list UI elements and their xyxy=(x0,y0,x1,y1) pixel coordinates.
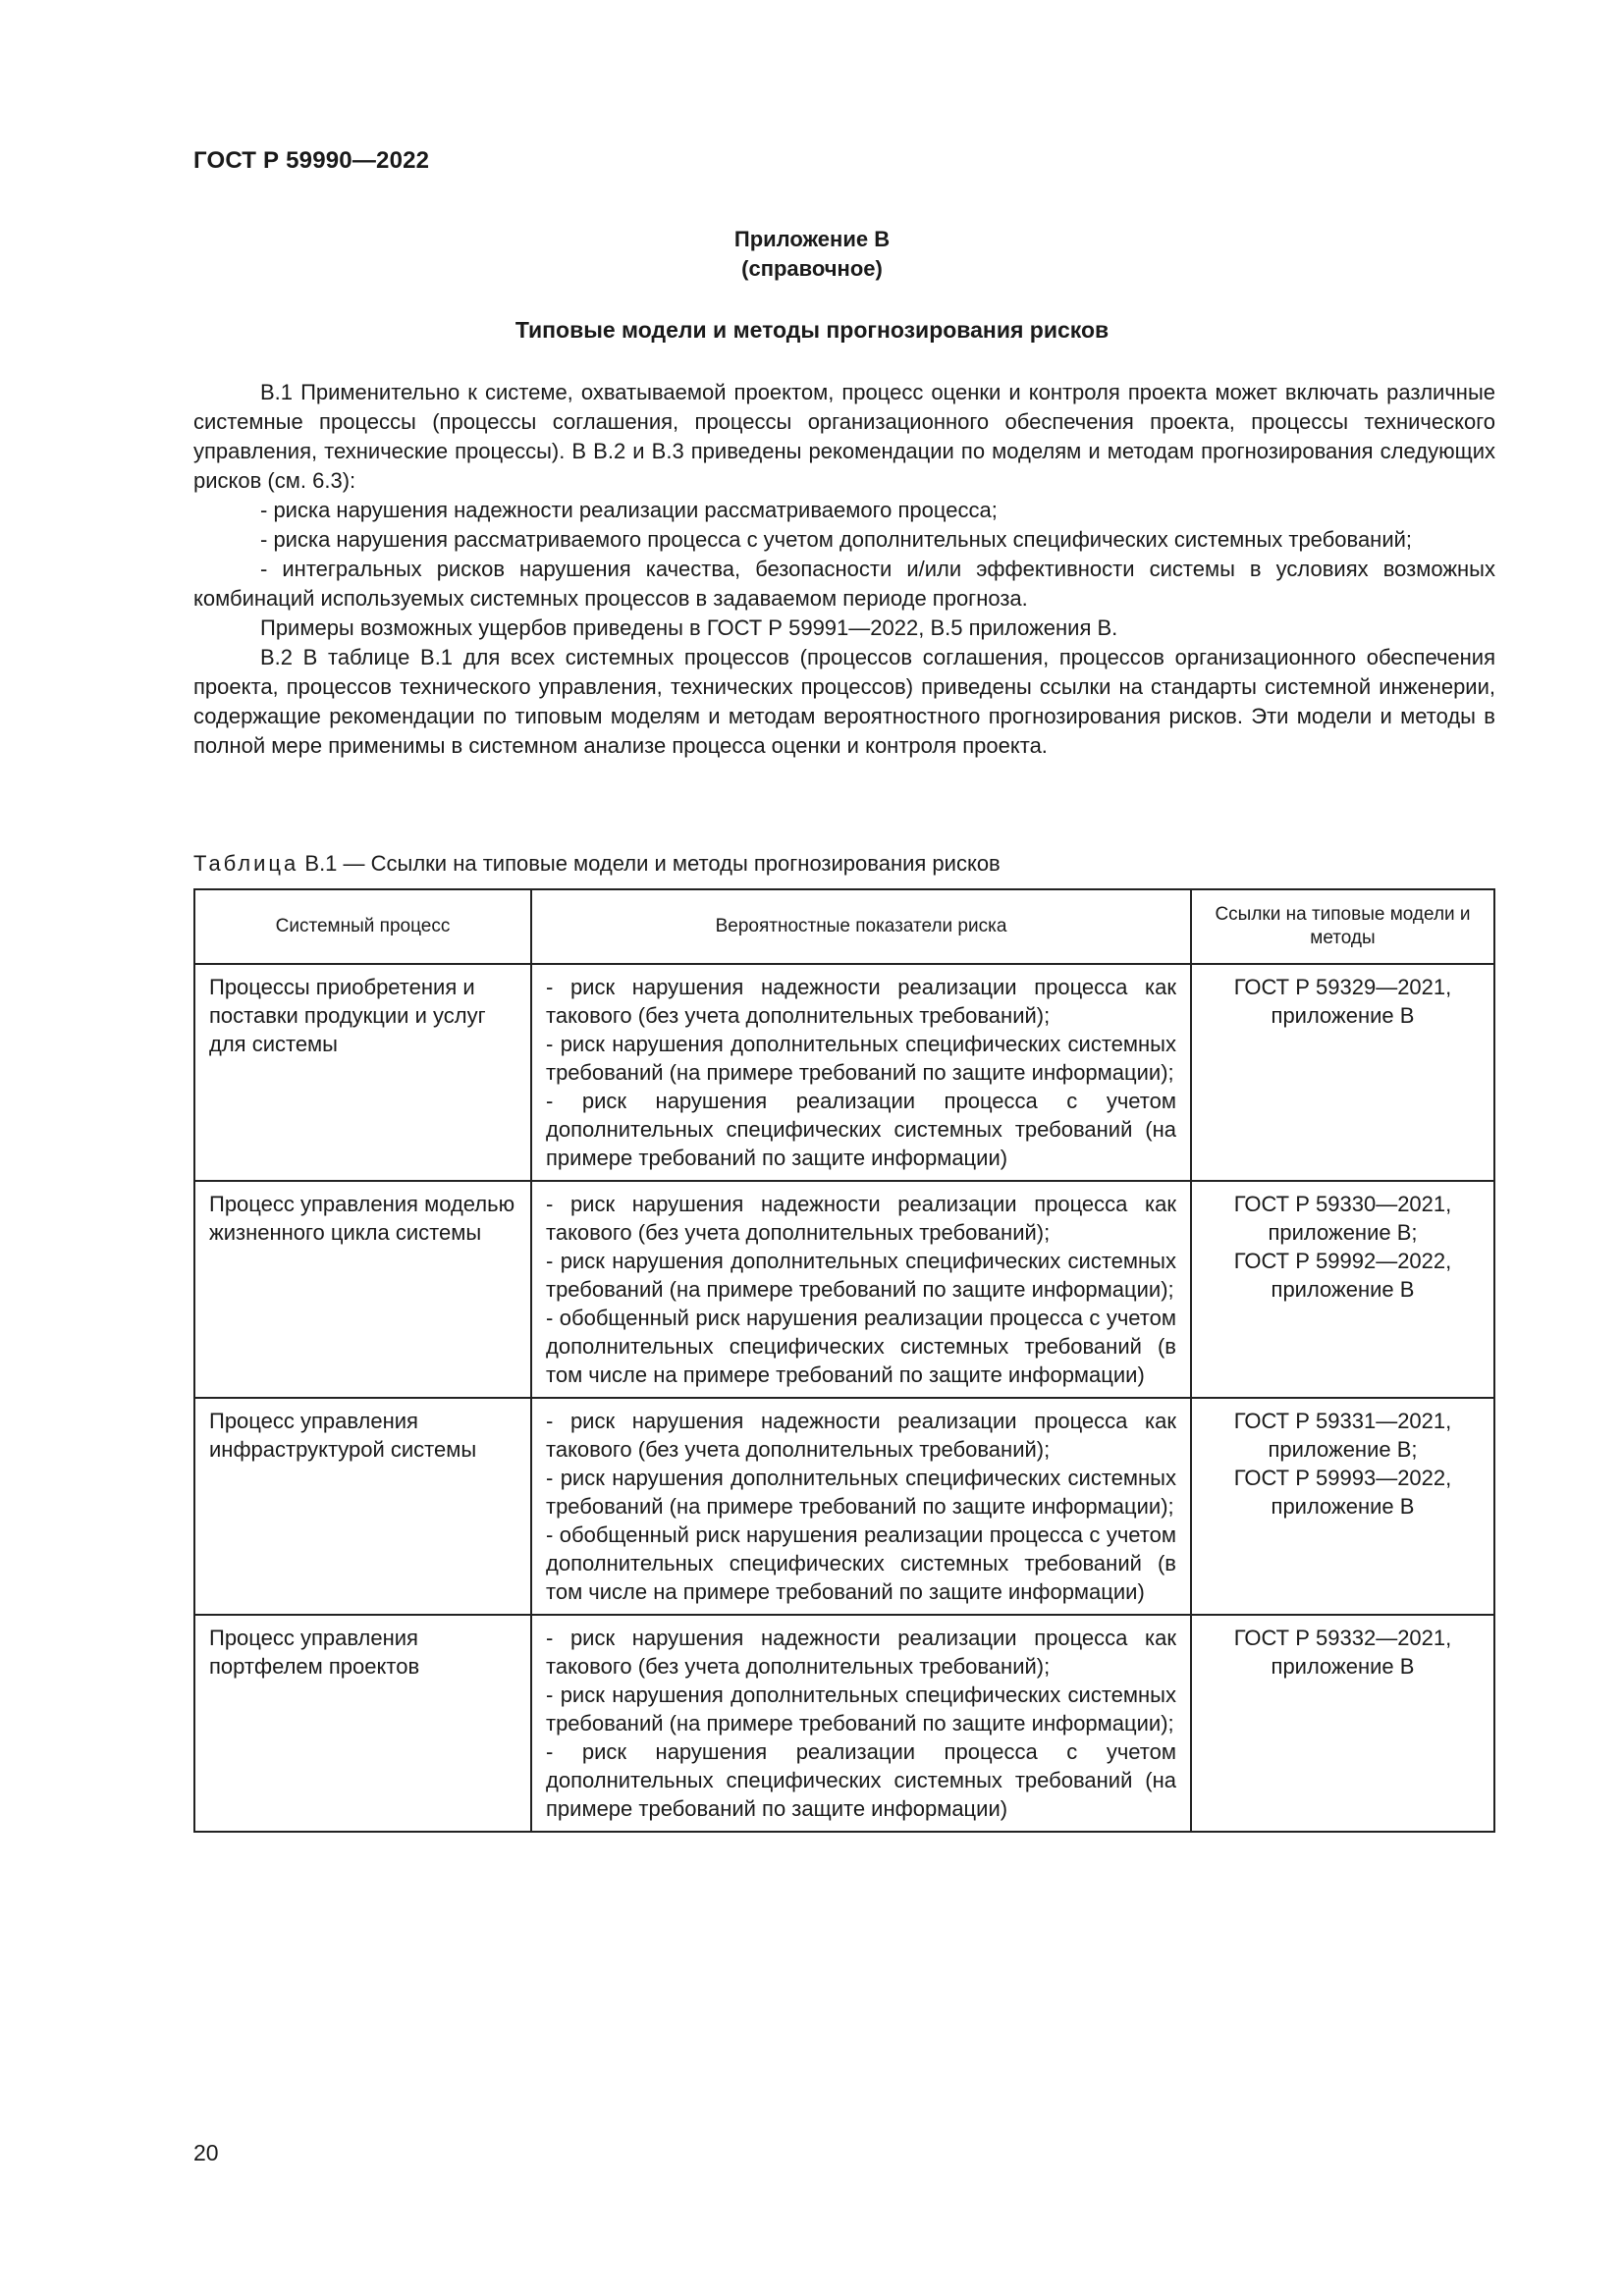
reference-line: приложение В; xyxy=(1268,1437,1418,1462)
process-cell: Процесс управления инфраструктурой системы xyxy=(194,1398,531,1615)
reference-line: приложение В xyxy=(1271,1003,1415,1028)
risk-item: - риск нарушения дополнительных специфических системных требований (на примере требований по защите информации); xyxy=(546,1682,1176,1735)
reference-line: ГОСТ Р 59992—2022, xyxy=(1233,1249,1452,1273)
risk-item: - риск нарушения дополнительных специфических системных требований (на примере требований по защите информации); xyxy=(546,1249,1176,1302)
reference-line: приложение В; xyxy=(1268,1220,1418,1245)
appendix-kind: (справочное) xyxy=(741,256,883,281)
column-header-process: Системный процесс xyxy=(194,889,531,964)
references-cell xyxy=(1191,1181,1494,1398)
reference-line: приложение В xyxy=(1271,1494,1415,1519)
list-item: - интегральных рисков нарушения качества, безопасности и/или эффективности системы в условиях возможных комбинаций используемых системных процессов в задаваемом периоде прогноза. xyxy=(193,557,1495,611)
appendix-heading xyxy=(0,225,1624,284)
risk-item: - риск нарушения надежности реализации процесса как такового (без учета дополнительных требований); xyxy=(546,975,1176,1028)
paragraph-damages: Примеры возможных ущербов приведены в ГОСТ Р 59991—2022, В.5 приложения В. xyxy=(260,615,1118,640)
risk-models-table xyxy=(193,888,1495,1833)
standard-code: ГОСТ Р 59990—2022 xyxy=(193,147,430,174)
table-header-row xyxy=(194,889,1494,964)
process-cell: Процессы приобретения и поставки продукции и услуг для системы xyxy=(194,964,531,1181)
risks-cell xyxy=(531,1615,1191,1832)
risk-item: - риск нарушения реализации процесса с учетом дополнительных специфических системных требований (на примере требований по защите информации) xyxy=(546,1089,1176,1170)
reference-line: ГОСТ Р 59329—2021, xyxy=(1233,975,1452,999)
paragraph-b1: В.1 Применительно к системе, охватываемой проектом, процесс оценки и контроля проекта может включать различные системные процессы (процессы соглашения, процессы организационного обеспечения проекта, процессы технического управления, технические процессы). В В.2 и В.3 приведены рекомендации по моделям и методам прогнозирования следующих рисков (см. 6.3): xyxy=(193,380,1495,493)
list-item: - риска нарушения надежности реализации рассматриваемого процесса; xyxy=(260,498,998,522)
reference-line: ГОСТ Р 59332—2021, xyxy=(1233,1626,1452,1650)
references-cell xyxy=(1191,1398,1494,1615)
reference-line: ГОСТ Р 59331—2021, xyxy=(1233,1409,1452,1433)
references-cell xyxy=(1191,1615,1494,1832)
table-row xyxy=(194,1398,1494,1615)
table-caption-text: В.1 — Ссылки на типовые модели и методы прогнозирования рисков xyxy=(304,851,1001,876)
process-cell: Процесс управления портфелем проектов xyxy=(194,1615,531,1832)
column-header-risk-indicators: Вероятностные показатели риска xyxy=(531,889,1191,964)
table-row xyxy=(194,1615,1494,1832)
page-number: 20 xyxy=(193,2140,219,2165)
table-caption-prefix: Таблица xyxy=(193,851,299,876)
table-row xyxy=(194,964,1494,1181)
section-title: Типовые модели и методы прогнозирования рисков xyxy=(514,317,1110,343)
risk-item: - риск нарушения дополнительных специфических системных требований (на примере требований по защите информации); xyxy=(546,1466,1176,1519)
reference-line: приложение В xyxy=(1271,1277,1415,1302)
risk-item: - обобщенный риск нарушения реализации процесса с учетом дополнительных специфических системных требований (в том числе на примере требований по защите информации) xyxy=(546,1306,1176,1387)
risk-item: - риск нарушения надежности реализации процесса как такового (без учета дополнительных требований); xyxy=(546,1626,1176,1679)
body-text xyxy=(193,378,1495,761)
table-caption xyxy=(193,851,1001,877)
paragraph-b2: В.2 В таблице В.1 для всех системных процессов (процессов соглашения, процессов организационного обеспечения проекта, процессов технического управления, технических процессов) приведены ссылки на стандарты системной инженерии, содержащие рекомендации по типовым моделям и методам вероятностного прогнозирования рисков. Эти модели и методы в полной мере применимы в системном анализе процесса оценки и контроля проекта. xyxy=(193,645,1495,758)
reference-line: ГОСТ Р 59330—2021, xyxy=(1233,1192,1452,1216)
risk-item: - риск нарушения надежности реализации процесса как такового (без учета дополнительных требований); xyxy=(546,1192,1176,1245)
process-cell: Процесс управления моделью жизненного цикла системы xyxy=(194,1181,531,1398)
reference-line: приложение В xyxy=(1271,1654,1415,1679)
table-row xyxy=(194,1181,1494,1398)
risks-cell xyxy=(531,1398,1191,1615)
appendix-title: Приложение В xyxy=(733,227,891,251)
reference-line: ГОСТ Р 59993—2022, xyxy=(1233,1466,1452,1490)
list-item: - риска нарушения рассматриваемого процесса с учетом дополнительных специфических системных требований; xyxy=(260,527,1413,552)
risks-cell xyxy=(531,964,1191,1181)
risk-item: - риск нарушения надежности реализации процесса как такового (без учета дополнительных требований); xyxy=(546,1409,1176,1462)
risk-item: - риск нарушения реализации процесса с учетом дополнительных специфических системных требований (на примере требований по защите информации) xyxy=(546,1739,1176,1821)
risks-cell xyxy=(531,1181,1191,1398)
column-header-references: Ссылки на типовые модели и методы xyxy=(1191,889,1494,964)
risk-item: - обобщенный риск нарушения реализации процесса с учетом дополнительных специфических системных требований (в том числе на примере требований по защите информации) xyxy=(546,1522,1176,1604)
references-cell xyxy=(1191,964,1494,1181)
risk-item: - риск нарушения дополнительных специфических системных требований (на примере требований по защите информации); xyxy=(546,1032,1176,1085)
